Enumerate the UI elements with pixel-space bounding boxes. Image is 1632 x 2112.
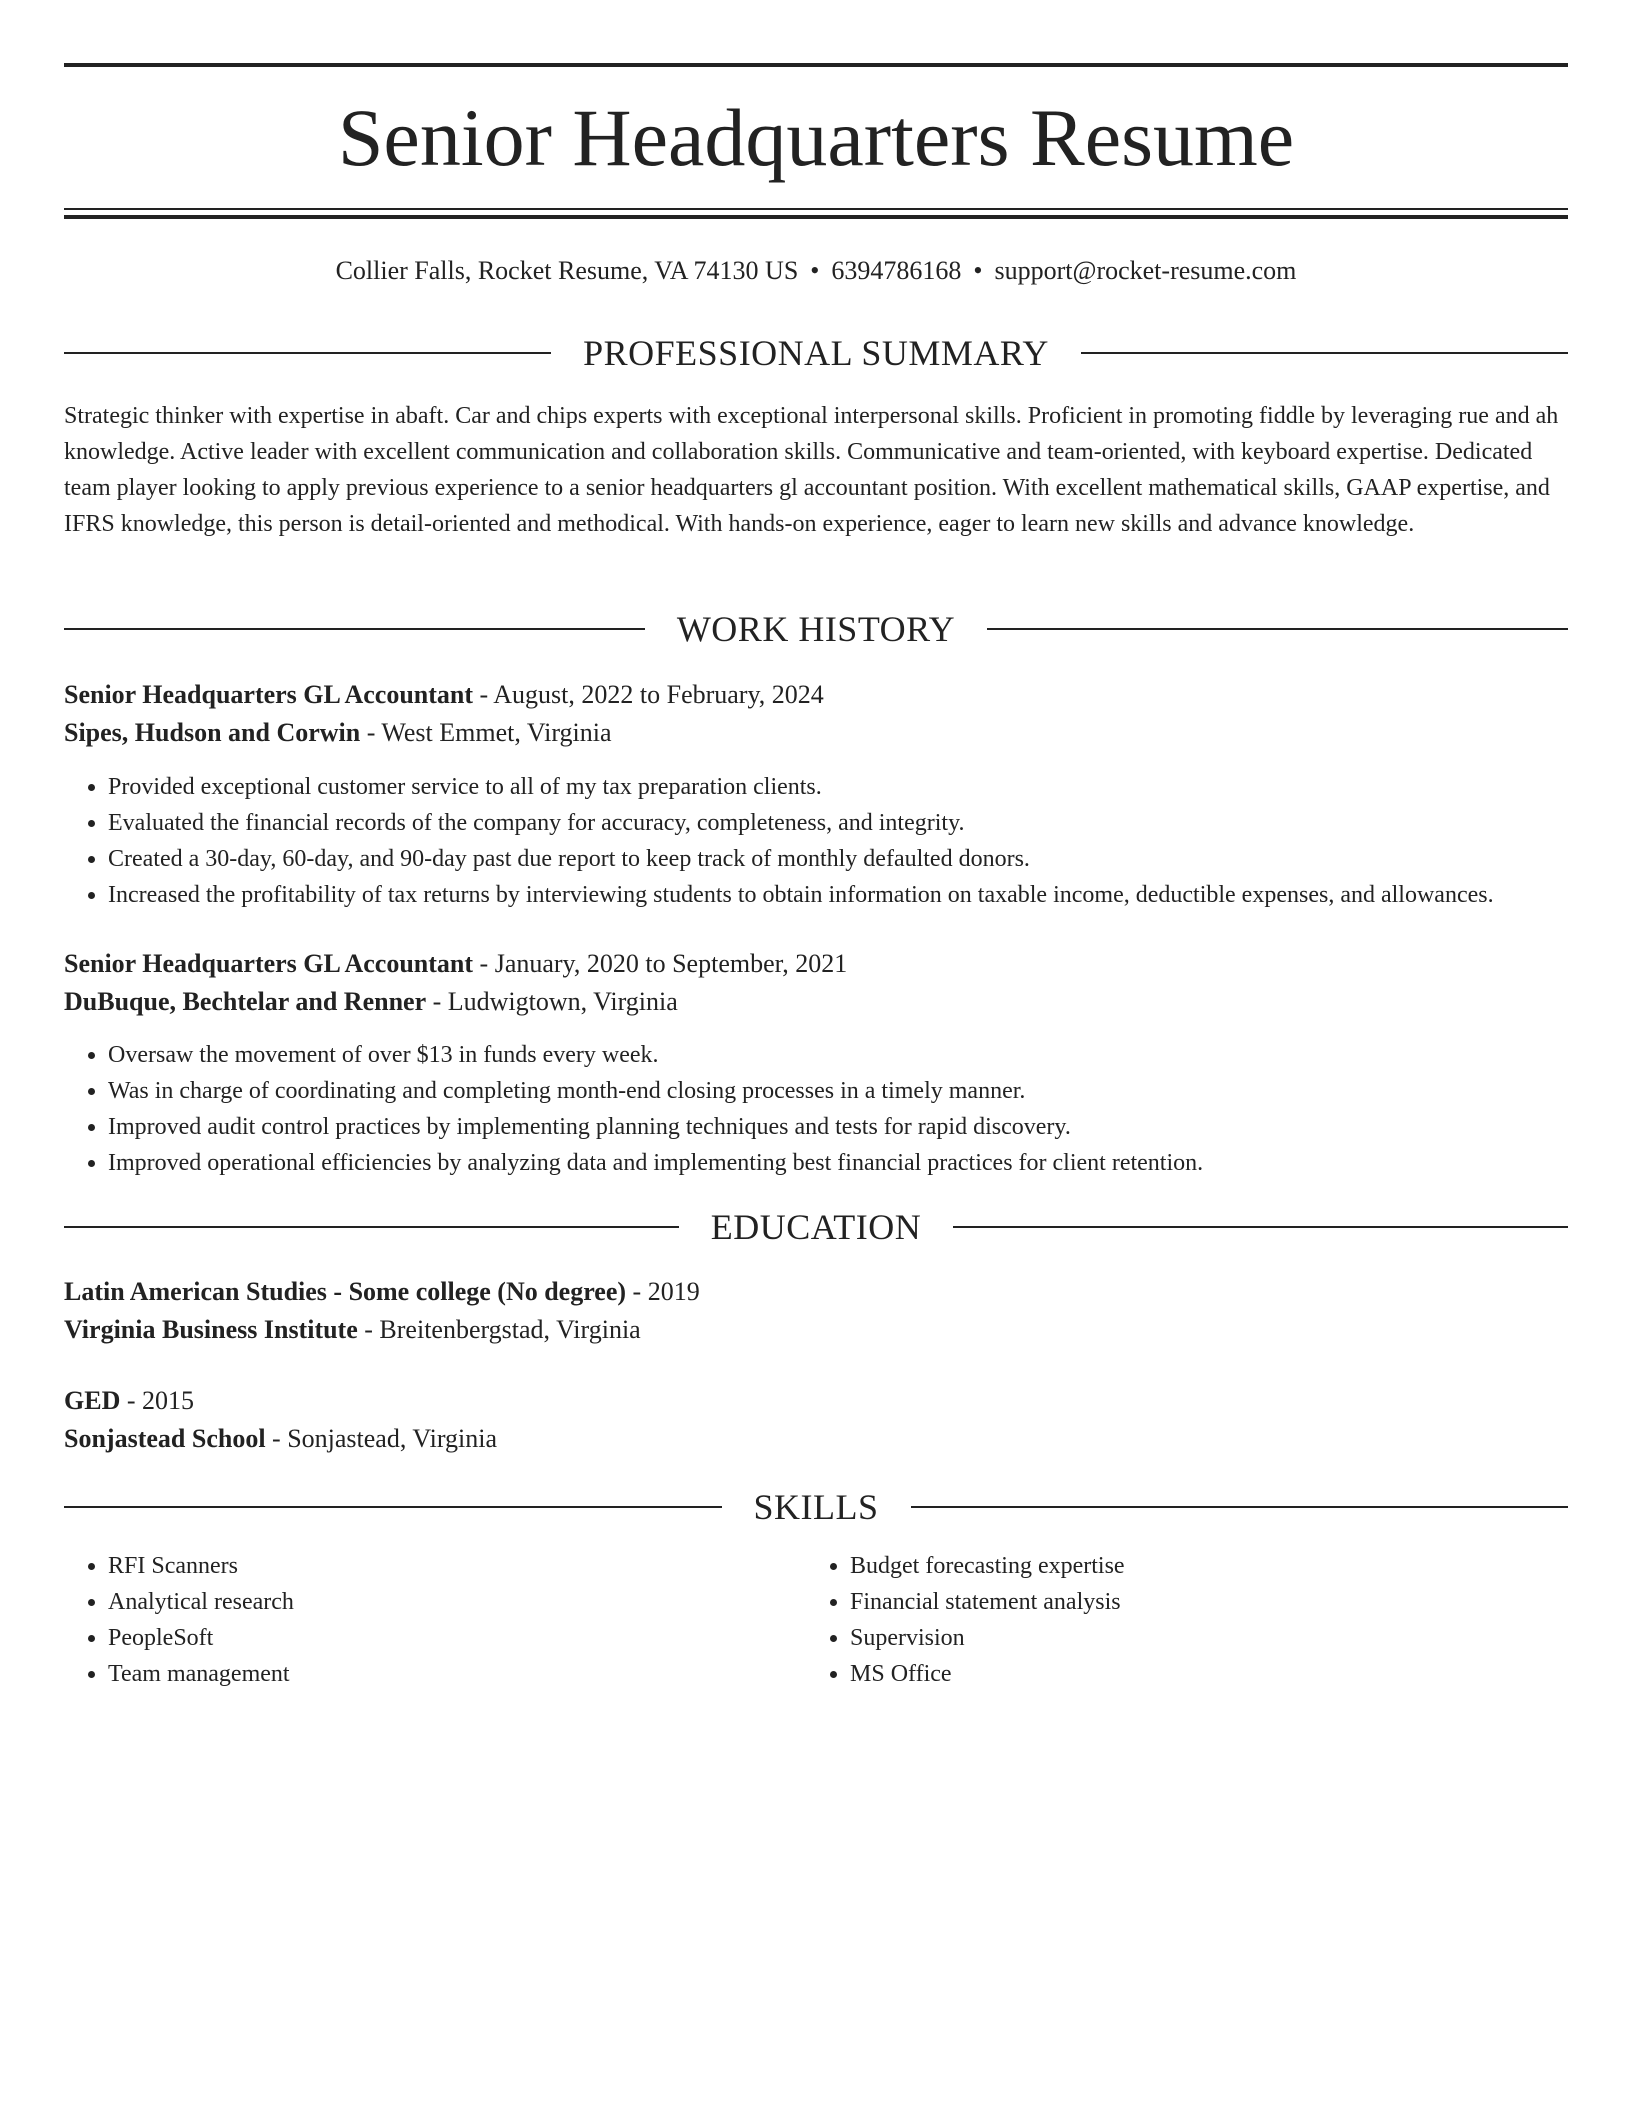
contact-address: Collier Falls, Rocket Resume, VA 74130 US [335,256,799,285]
list-item: • Oversaw the movement of over $13 in funds every week. [108,1037,1592,1073]
job-title-row [64,676,1568,714]
job-location: - West Emmet, Virginia [360,718,612,747]
degree-name: Latin American Studies - Some college (No degree) [64,1277,627,1306]
section-header-work [64,607,1568,651]
job-title: Senior Headquarters GL Accountant [64,949,474,978]
job-company: Sipes, Hudson and Corwin [64,718,361,747]
job-entry-2 [64,945,1568,1021]
summary-text: Strategic thinker with expertise in abaft. Car and chips experts with exceptional interpersonal skills. Proficient in promoting fiddle by leveraging rue and ah knowledge. Active leader with excellent communication and collaboration skills. Communicative and team-oriented, with keyboard expertise. Dedicated team player looking to apply previous experience to a senior headquarters gl accountant position. With excellent mathematical skills, GAAP expertise, and IFRS knowledge, this person is detail-oriented and methodical. With hands-on experience, eager to learn new skills and advance knowledge. [64,403,1559,537]
school-row [64,1420,1568,1458]
section-rule-left [64,352,551,354]
list-item: • Increased the profitability of tax returns by interviewing students to obtain information on taxable income, deductible expenses, and allowances. [108,877,1592,913]
header-rule-thin [64,208,1568,210]
job-2-bullets [64,1037,1592,1181]
section-title-work: WORK HISTORY [676,609,956,649]
section-rule-right [953,1226,1568,1228]
skills-list-right [806,1548,1550,1692]
section-rule-left [64,1506,722,1508]
header-top-rule [64,63,1568,67]
list-item: • Was in charge of coordinating and completing month-end closing processes in a timely manner. [108,1073,1592,1109]
list-item: • Evaluated the financial records of the company for accuracy, completeness, and integrity. [108,805,1592,841]
education-entry-2 [64,1382,1568,1458]
degree-row [64,1273,1568,1311]
list-item: • Analytical research [108,1584,808,1620]
school-row [64,1311,1568,1349]
resume-title: Senior Headquarters Resume [337,92,1295,183]
education-entry-1 [64,1273,1568,1349]
contact-line [64,253,1568,289]
section-header-summary [64,331,1568,375]
list-item: • Improved audit control practices by implementing planning techniques and tests for rapid discovery. [108,1109,1592,1145]
list-item: • Improved operational efficiencies by analyzing data and implementing best financial practices for client retention. [108,1145,1592,1181]
list-item: • MS Office [850,1656,1550,1692]
contact-phone: 6394786168 [831,256,962,285]
school-name: Sonjastead School [64,1424,266,1453]
school-location: - Breitenbergstad, Virginia [357,1315,641,1344]
section-header-education [64,1205,1568,1249]
list-item: • Team management [108,1656,808,1692]
section-rule-left [64,628,645,630]
job-company-row [64,714,1568,752]
list-item: • Created a 30-day, 60-day, and 90-day past due report to keep track of monthly defaulted donors. [108,841,1592,877]
job-dates: - August, 2022 to February, 2024 [473,680,824,709]
section-header-skills [64,1485,1568,1529]
job-company: DuBuque, Bechtelar and Renner [64,987,427,1016]
degree-year: - 2019 [626,1277,700,1306]
list-item: • Provided exceptional customer service to all of my tax preparation clients. [108,769,1592,805]
job-title-row [64,945,1568,983]
section-title-education: EDUCATION [710,1207,922,1247]
section-rule-right [911,1506,1569,1508]
degree-year: - 2015 [120,1386,195,1415]
section-rule-right [1081,352,1568,354]
job-title: Senior Headquarters GL Accountant [64,680,474,709]
skills-list-left [64,1548,808,1692]
list-item: • Budget forecasting expertise [850,1548,1550,1584]
degree-row [64,1382,1568,1420]
list-item: • PeopleSoft [108,1620,808,1656]
list-item: • Financial statement analysis [850,1584,1550,1620]
list-item: • RFI Scanners [108,1548,808,1584]
section-title-skills: SKILLS [753,1487,879,1527]
section-rule-right [987,628,1568,630]
section-title-summary: PROFESSIONAL SUMMARY [583,333,1049,373]
contact-separator: • [810,256,820,285]
contact-separator: • [973,256,983,285]
degree-name: GED [64,1386,121,1415]
contact-email: support@rocket-resume.com [994,256,1297,285]
school-name: Virginia Business Institute [64,1315,358,1344]
job-1-bullets [64,769,1592,913]
job-company-row [64,983,1568,1021]
job-entry-1 [64,676,1568,752]
list-item: • Supervision [850,1620,1550,1656]
job-location: - Ludwigtown, Virginia [426,987,678,1016]
job-dates: - January, 2020 to September, 2021 [473,949,848,978]
section-rule-left [64,1226,679,1228]
school-location: - Sonjastead, Virginia [265,1424,497,1453]
header-rule-thick [64,215,1568,219]
